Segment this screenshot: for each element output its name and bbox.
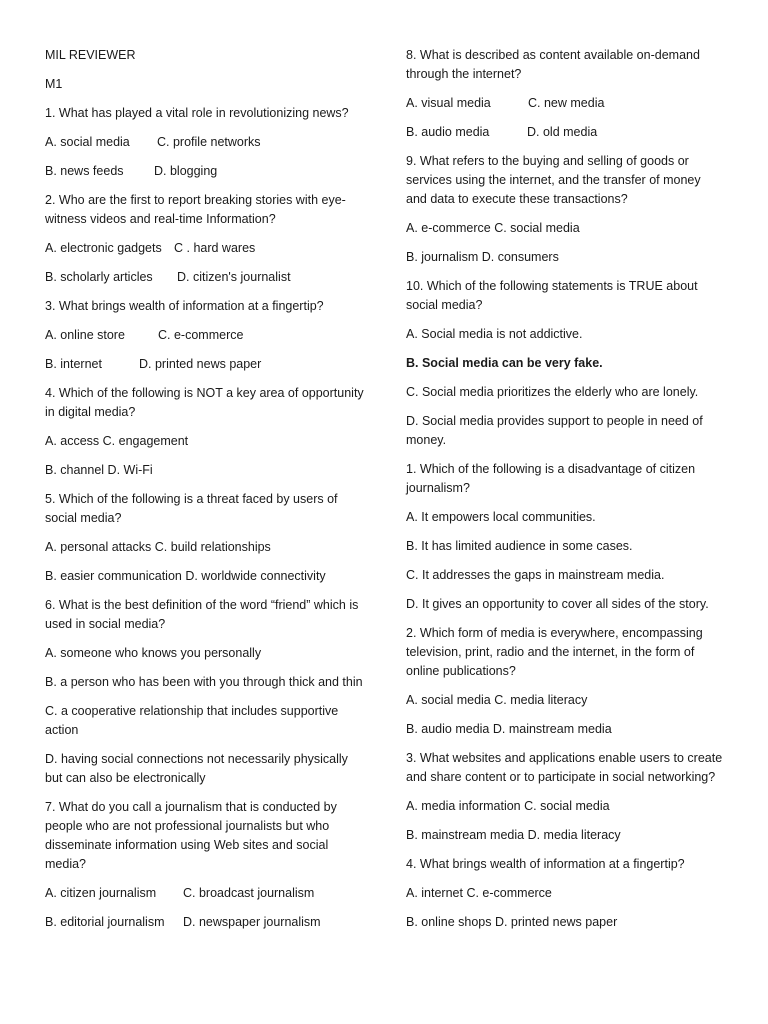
question: 8. What is described as content available on-demand through the internet? xyxy=(406,48,700,81)
question: 6. What is the best definition of the word “friend” which is used in social media? xyxy=(45,598,359,631)
question: 5. Which of the following is a threat faced by users of social media? xyxy=(45,492,338,525)
answer-choices-row xyxy=(45,355,367,374)
answer-choice: C . hard wares xyxy=(174,241,256,255)
answer-choices-line: B. channel D. Wi-Fi xyxy=(45,463,153,477)
question: 3. What brings wealth of information at a fingertip? xyxy=(45,299,324,313)
right-items xyxy=(406,46,724,932)
answer-choices-line: A. It empowers local communities. xyxy=(406,510,596,524)
module-label: M1 xyxy=(45,77,63,91)
answer-choices-line: B. journalism D. consumers xyxy=(406,250,559,264)
answer-choices-line: B. audio media D. mainstream media xyxy=(406,722,612,736)
question: 10. Which of the following statements is TRUE about social media? xyxy=(406,279,698,312)
answer-choice: B. news feeds xyxy=(45,164,124,178)
document-title: MIL REVIEWER xyxy=(45,48,136,62)
answer-choices-line: C. Social media prioritizes the elderly who are lonely. xyxy=(406,385,699,399)
answer-choices-row xyxy=(45,133,367,152)
answer-choices-row xyxy=(45,326,367,345)
answer-choices-line: C. a cooperative relationship that includes supportive action xyxy=(45,704,339,737)
answer-choice: B. internet xyxy=(45,357,102,371)
answer-choice: A. online store xyxy=(45,328,125,342)
answer-choices-line: B. It has limited audience in some cases. xyxy=(406,539,633,553)
answer-choices-row xyxy=(45,162,367,181)
answer-choices-line: A. social media C. media literacy xyxy=(406,693,588,707)
answer-choice: D. old media xyxy=(527,125,598,139)
answer-choices-row xyxy=(45,268,367,287)
answer-choices-line: A. personal attacks C. build relationships xyxy=(45,540,271,554)
answer-choice: B. scholarly articles xyxy=(45,270,153,284)
answer-choice: C. profile networks xyxy=(157,135,261,149)
answer-choice: C. broadcast journalism xyxy=(183,886,315,900)
question: 2. Which form of media is everywhere, encompassing television, print, radio and the internet, in the form of online publications? xyxy=(406,626,703,678)
answer-choices-line: B. online shops D. printed news paper xyxy=(406,915,618,929)
answer-choices-row xyxy=(406,94,724,113)
question: 1. What has played a vital role in revolutionizing news? xyxy=(45,106,349,120)
answer-choice: A. electronic gadgets xyxy=(45,241,162,255)
answer-choices-line: C. It addresses the gaps in mainstream media. xyxy=(406,568,665,582)
question: 4. What brings wealth of information at a fingertip? xyxy=(406,857,685,871)
answer-choice: A. social media xyxy=(45,135,130,149)
answer-choices-line: A. access C. engagement xyxy=(45,434,189,448)
answer-choices-row xyxy=(45,884,367,903)
answer-choices-line: A. someone who knows you personally xyxy=(45,646,262,660)
question: 3. What websites and applications enable users to create and share content or to participate in social networking? xyxy=(406,751,723,784)
question: 9. What refers to the buying and selling of goods or services using the internet, and the transfer of money and data to execute these transactions? xyxy=(406,154,701,206)
left-column xyxy=(45,46,367,942)
answer-choices-line: D. It gives an opportunity to cover all sides of the story. xyxy=(406,597,709,611)
left-items xyxy=(45,104,367,932)
answer-choice: A. citizen journalism xyxy=(45,886,157,900)
question: 4. Which of the following is NOT a key area of opportunity in digital media? xyxy=(45,386,364,419)
answer-choice: B. audio media xyxy=(406,125,490,139)
answer-choice: C. e-commerce xyxy=(158,328,244,342)
answer-choice: A. visual media xyxy=(406,96,491,110)
answer-choices-row xyxy=(45,239,367,258)
answer-choices-line: B. Social media can be very fake. xyxy=(406,356,603,370)
answer-choice: C. new media xyxy=(528,96,605,110)
answer-choices-line: B. easier communication D. worldwide connectivity xyxy=(45,569,326,583)
question: 1. Which of the following is a disadvantage of citizen journalism? xyxy=(406,462,696,495)
answer-choices-row xyxy=(45,913,367,932)
answer-choices-line: A. internet C. e-commerce xyxy=(406,886,552,900)
answer-choices-line: B. a person who has been with you through thick and thin xyxy=(45,675,363,689)
answer-choice: D. newspaper journalism xyxy=(183,915,321,929)
answer-choices-line: D. Social media provides support to people in need of money. xyxy=(406,414,703,447)
answer-choices-row xyxy=(406,123,724,142)
answer-choices-line: A. media information C. social media xyxy=(406,799,610,813)
answer-choices-line: B. mainstream media D. media literacy xyxy=(406,828,621,842)
answer-choice: D. citizen's journalist xyxy=(177,270,291,284)
answer-choices-line: D. having social connections not necessarily physically but can also be electronically xyxy=(45,752,348,785)
question: 2. Who are the first to report breaking stories with eye-witness videos and real-time Information? xyxy=(45,193,346,226)
right-column xyxy=(406,46,724,942)
answer-choice: B. editorial journalism xyxy=(45,915,165,929)
answer-choices-line: A. e-commerce C. social media xyxy=(406,221,580,235)
answer-choice: D. printed news paper xyxy=(139,357,262,371)
answer-choices-line: A. Social media is not addictive. xyxy=(406,327,583,341)
question: 7. What do you call a journalism that is conducted by people who are not professional journalists but who disseminate information using Web sites and social media? xyxy=(45,800,337,871)
answer-choice: D. blogging xyxy=(154,164,218,178)
